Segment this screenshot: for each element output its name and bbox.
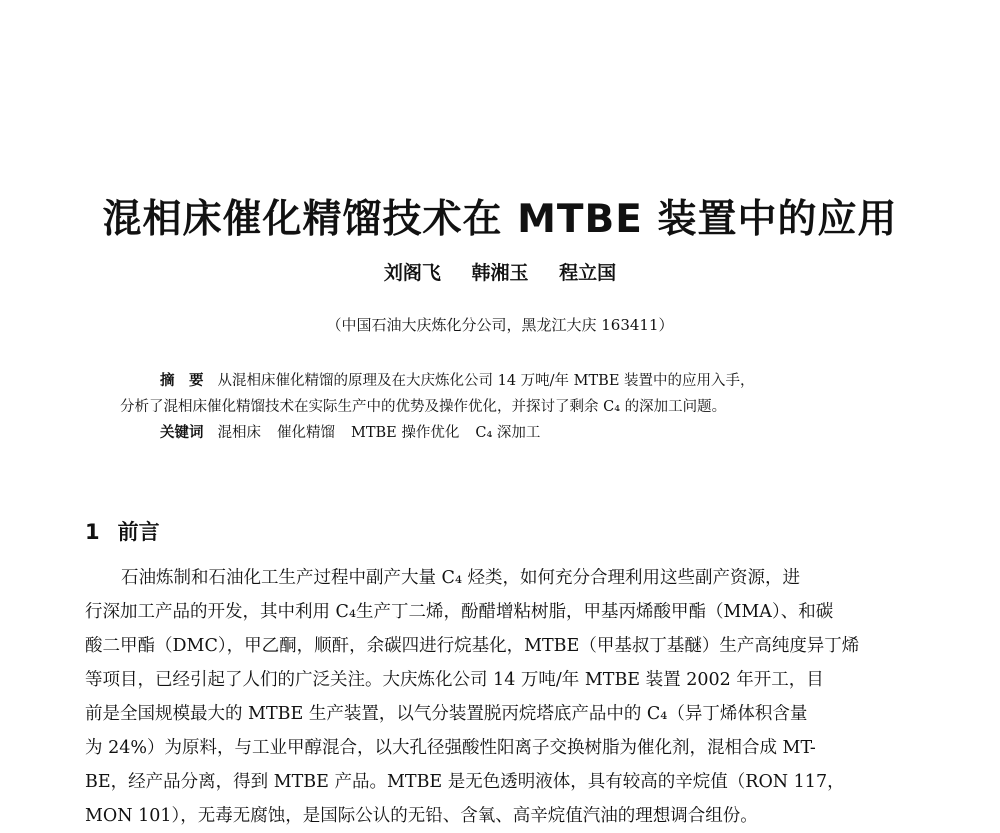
body-line: 为 24%）为原料，与工业甲醇混合，以大孔径强酸性阳离子交换树脂为催化剂，混相合成 MT- <box>85 738 816 758</box>
keywords-line <box>120 420 900 446</box>
affiliation: （中国石油大庆炼化分公司，黑龙江大庆 163411） <box>326 316 674 334</box>
keyword: C₄ 深加工 <box>475 425 541 441</box>
body-line: 等项目，已经引起了人们的广泛关注。大庆炼化公司 14 万吨/年 MTBE 装置 2002 年开工，目 <box>85 670 824 690</box>
author-name: 韩湘玉 <box>471 262 529 284</box>
keywords-label: 关键词 <box>160 425 204 441</box>
author-name: 刘阁飞 <box>383 262 441 284</box>
keyword: MTBE 操作优化 <box>351 425 460 441</box>
abstract-line <box>120 368 900 394</box>
abstract-line: 分析了混相床催化精馏技术在实际生产中的优势及操作优化，并探讨了剩余 C₄ 的深加工问题。 <box>120 399 727 415</box>
body-line: 行深加工产品的开发，其中利用 C₄生产丁二烯，酚醋增粘树脂，甲基丙烯酸甲酯（MMA）、和碳 <box>85 602 834 622</box>
author-name: 程立国 <box>559 262 617 284</box>
abstract-block <box>120 368 900 446</box>
section-number: 1 <box>85 520 100 544</box>
section-body <box>85 561 915 833</box>
body-line: 前是全国规模最大的 MTBE 生产装置，以气分装置脱丙烷塔底产品中的 C₄（异丁烯体积含量 <box>85 704 808 724</box>
body-line: 酸二甲酯（DMC），甲乙酮，顺酐，余碳四进行烷基化，MTBE（甲基叔丁基醚）生产高纯度异丁烯 <box>85 636 860 656</box>
paper-title: 混相床催化精馏技术在 MTBE 装置中的应用 <box>102 197 898 242</box>
keyword: 混相床 <box>217 425 261 441</box>
body-line: 石油炼制和石油化工生产过程中副产大量 C₄ 烃类，如何充分合理利用这些副产资源，进 <box>121 568 801 588</box>
keyword: 催化精馏 <box>277 425 335 441</box>
section-title: 前言 <box>117 520 160 544</box>
abstract-text: 从混相床催化精馏的原理及在大庆炼化公司 14 万吨/年 MTBE 装置中的应用入手， <box>217 373 755 389</box>
body-line: MON 101），无毒无腐蚀，是国际公认的无铅、含氧、高辛烷值汽油的理想调合组份。 <box>85 806 758 826</box>
abstract-label: 摘 要 <box>160 373 204 389</box>
body-line: BE，经产品分离，得到 MTBE 产品。MTBE 是无色透明液体，具有较高的辛烷值（RON 117， <box>85 772 845 792</box>
section-heading <box>85 516 160 546</box>
author-list <box>0 258 1000 285</box>
